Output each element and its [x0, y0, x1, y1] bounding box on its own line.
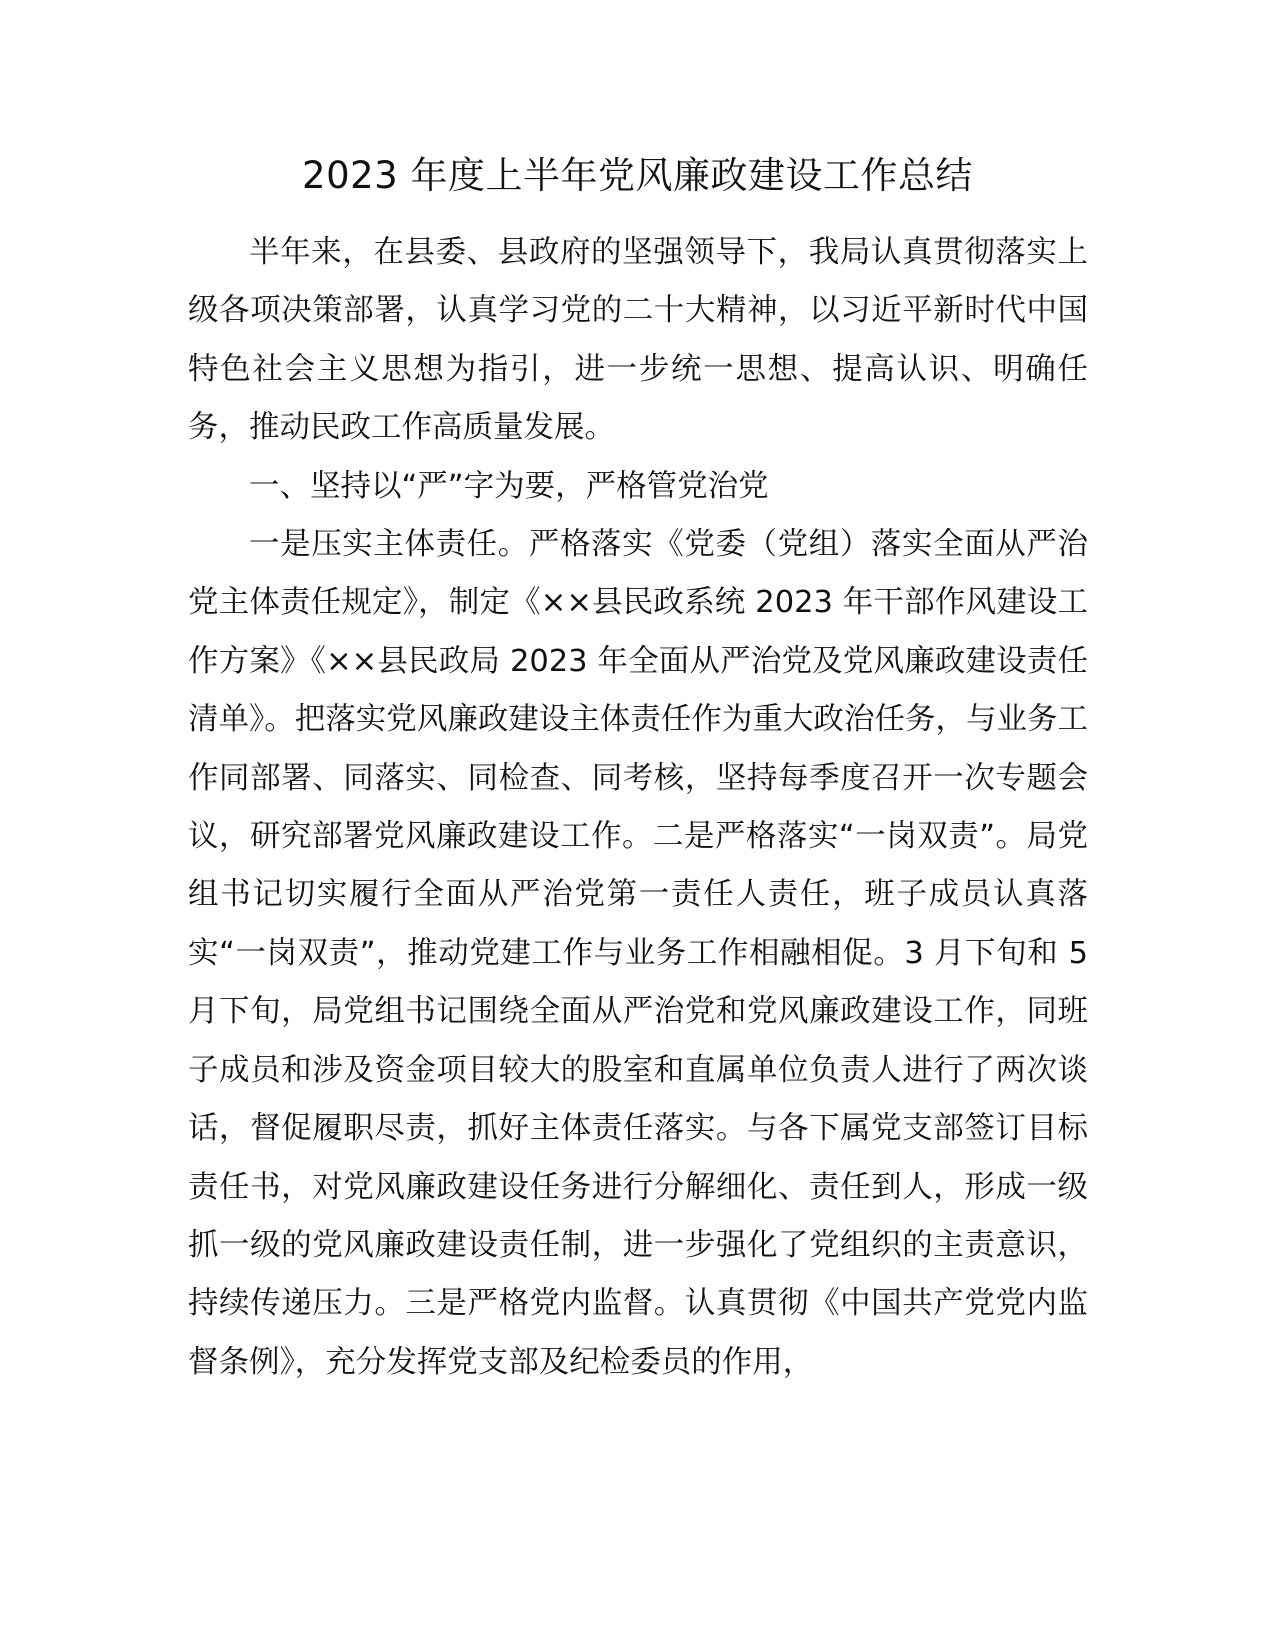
- section-1-paragraph: 一是压实主体责任。严格落实《党委（党组）落实全面从严治党主体责任规定》，制定《××县民政系统 2023 年干部作风建设工作方案》《××县民政局 2023 年全面从严治党及党风廉政建设责任清单》。把落实党风廉政建设主体责任作为重大政治任务，与业务工作同部署、同落实、同检查、同考核，坚持每季度召开一次专题会议，研究部署党风廉政建设工作。二是严格落实“一岗双责”。局党组书记切实履行全面从严治党第一责任人责任，班子成员认真落实“一岗双责”，推动党建工作与业务工作相融相促。3 月下旬和 5 月下旬，局党组书记围绕全面从严治党和党风廉政建设工作，同班子成员和涉及资金项目较大的股室和直属单位负责人进行了两次谈话，督促履职尽责，抓好主体责任落实。与各下属党支部签订目标责任书，对党风廉政建设任务进行分解细化、责任到人，形成一级抓一级的党风廉政建设责任制，进一步强化了党组织的主责意识，持续传递压力。三是严格党内监督。认真贯彻《中国共产党党内监督条例》，充分发挥党支部及纪检委员的作用，: [188, 527, 1088, 1380]
- intro-paragraph: 半年来，在县委、县政府的坚强领导下，我局认真贯彻落实上级各项决策部署，认真学习党的二十大精神，以习近平新时代中国特色社会主义思想为指引，进一步统一思想、提高认识、明确任务，推动民政工作高质量发展。: [188, 235, 1088, 446]
- section-heading-1: 一、坚持以“严”字为要，严格管党治党: [249, 468, 769, 504]
- document-body: [188, 224, 1088, 1392]
- document-title: 2023 年度上半年党风廉政建设工作总结: [302, 154, 973, 197]
